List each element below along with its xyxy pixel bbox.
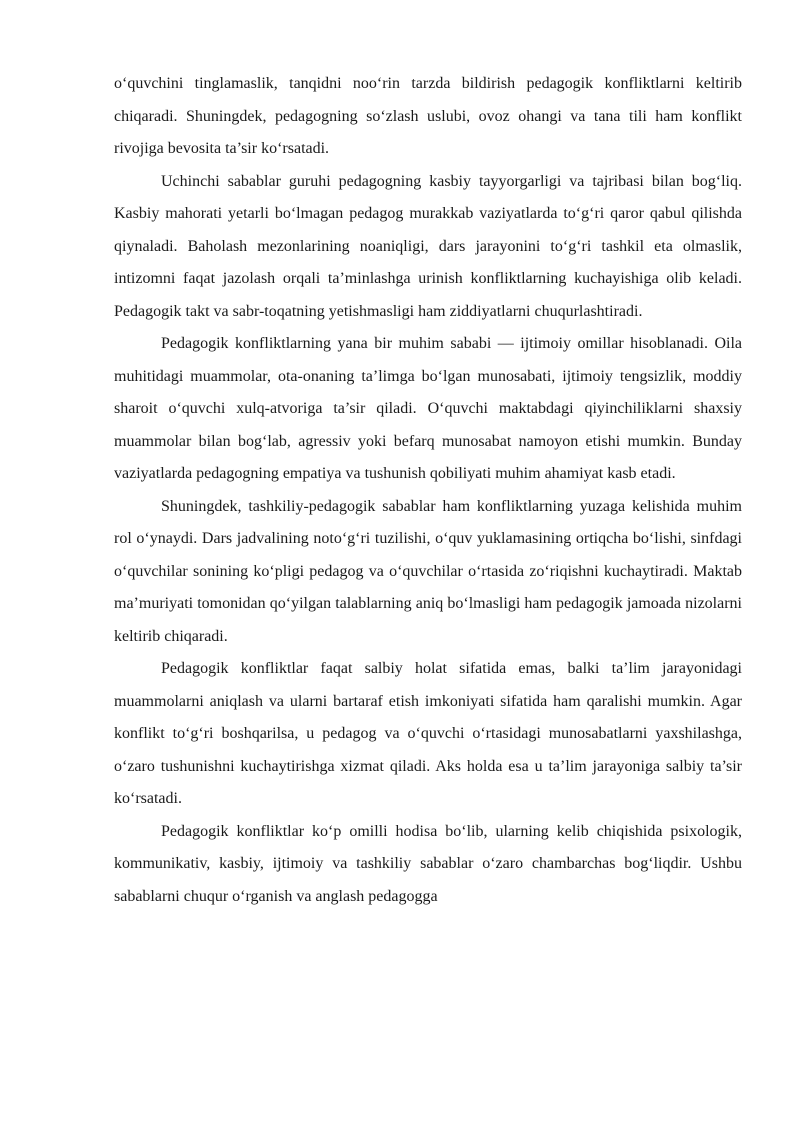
paragraph-organizational-causes: Shuningdek, tashkiliy-pedagogik sabablar ham konfliktlarning yuzaga kelishida muhim rol o‘ynaydi. Dars jadvalining noto‘g‘ri tuzilishi, o‘quv yuklamasining ortiqcha bo‘lishi, sinfdagi o‘quvchilar sonining ko‘pligi pedagog va o‘quvchilar o‘rtasida zo‘riqishni kuchaytiradi. Maktab ma’muriyati tomonidan qo‘yilgan talablarning aniq bo‘lmasligi ham pedagogik jamoada nizolarni keltirib chiqaradi. bbox=[114, 497, 742, 645]
paragraph-professional-causes: Uchinchi sabablar guruhi pedagogning kasbiy tayyorgarligi va tajribasi bilan bog‘liq. Kasbiy mahorati yetarli bo‘lmagan pedagog murakkab vaziyatlarda to‘g‘ri qaror qabul qilishda qiynaladi. Baholash mezonlarining noaniqligi, dars jarayonini to‘g‘ri tashkil eta olmaslik, intizomni faqat jazolash orqali ta’minlashga urinish konfliktlarning kuchayishiga olib keladi. Pedagogik takt va sabr-toqatning yetishmasligi ham ziddiyatlarni chuqurlashtiradi. bbox=[114, 172, 742, 320]
document-page bbox=[114, 68, 742, 913]
paragraph-continued: o‘quvchini tinglamaslik, tanqidni noo‘rin tarzda bildirish pedagogik konfliktlarni keltirib chiqaradi. Shuningdek, pedagogning so‘zlash uslubi, ovoz ohangi va tana tili ham konflikt rivojiga bevosita ta’sir ko‘rsatadi. bbox=[114, 75, 742, 157]
paragraph-conflict-opportunity: Pedagogik konfliktlar faqat salbiy holat sifatida emas, balki ta’lim jarayonidagi muammolarni aniqlash va ularni bartaraf etish imkoniyati sifatida ham qaralishi mumkin. Agar konflikt to‘g‘ri boshqarilsa, u pedagog va o‘quvchi o‘rtasidagi munosabatlarni yaxshilashga, o‘zaro tushunishni kuchaytirishga xizmat qiladi. Aks holda esa u ta’lim jarayoniga salbiy ta’sir ko‘rsatadi. bbox=[114, 660, 742, 807]
paragraph-multifactor-conclusion: Pedagogik konfliktlar ko‘p omilli hodisa bo‘lib, ularning kelib chiqishida psixologik, kommunikativ, kasbiy, ijtimoiy va tashkiliy sabablar o‘zaro chambarchas bog‘liqdir. Ushbu sabablarni chuqur o‘rganish va anglash pedagogga bbox=[114, 822, 742, 905]
paragraph-social-factors: Pedagogik konfliktlarning yana bir muhim sababi — ijtimoiy omillar hisoblanadi. Oila muhitidagi muammolar, ota-onaning ta’limga bo‘lgan munosabati, ijtimoiy tengsizlik, moddiy sharoit o‘quvchi xulq-atvoriga ta’sir qiladi. O‘quvchi maktabdagi qiyinchiliklarni shaxsiy muammolar bilan bog‘lab, agressiv yoki befarq munosabat namoyon etishi mumkin. Bunday vaziyatlarda pedagogning empatiya va tushunish qobiliyati muhim ahamiyat kasb etadi. bbox=[114, 335, 742, 482]
